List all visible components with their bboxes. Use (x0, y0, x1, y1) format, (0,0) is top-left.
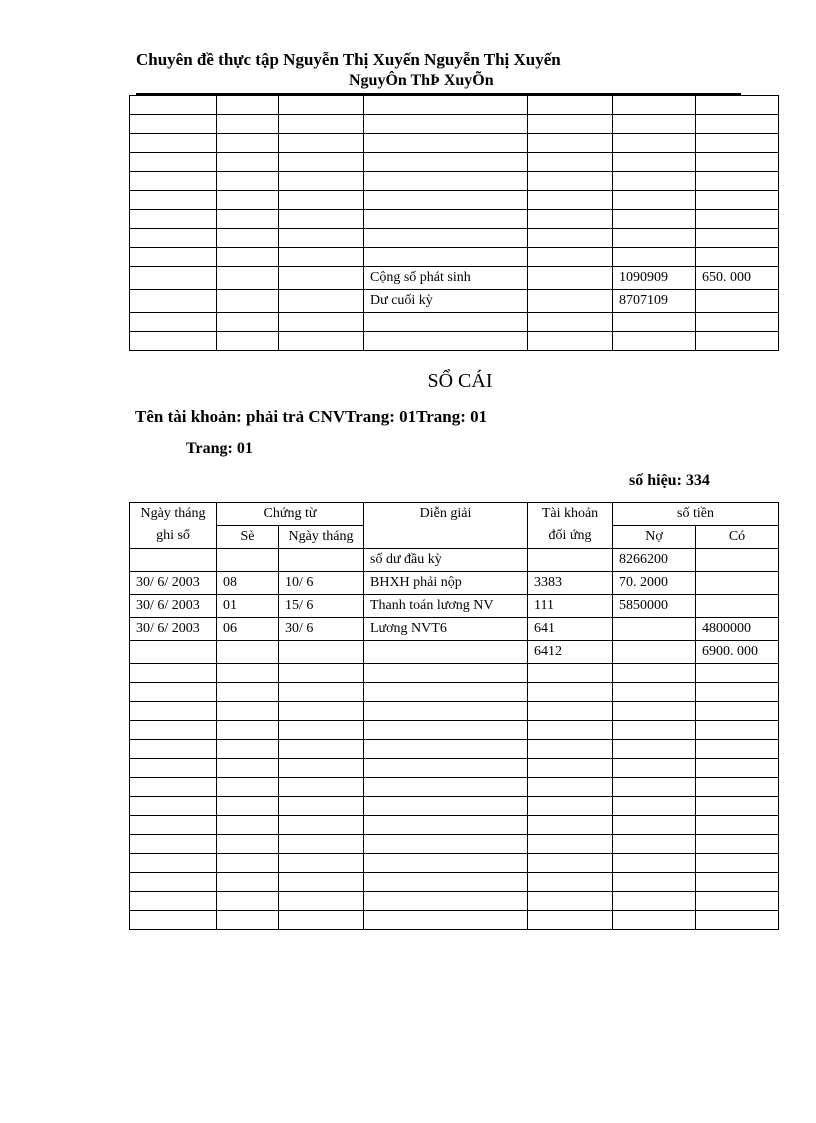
description: Thanh toán lương NV (364, 595, 528, 618)
entry-date (130, 641, 217, 664)
voucher-date: 30/ 6 (279, 618, 364, 641)
credit (696, 549, 779, 572)
debit: 5850000 (613, 595, 696, 618)
totals-row (130, 267, 779, 290)
empty-row (130, 854, 779, 873)
col-voucher-header: Chứng từ (217, 503, 364, 526)
description: BHXH phải nộp (364, 572, 528, 595)
empty-row (130, 797, 779, 816)
empty-row (130, 740, 779, 759)
debit (613, 618, 696, 641)
empty-row (130, 759, 779, 778)
ledger-row (130, 549, 779, 572)
credit (696, 572, 779, 595)
debit (613, 641, 696, 664)
empty-row (130, 153, 779, 172)
voucher-no: 08 (217, 572, 279, 595)
ledger-row (130, 572, 779, 595)
ending-debit: 8707109 (613, 290, 696, 313)
entry-date: 30/ 6/ 2003 (130, 572, 217, 595)
empty-row (130, 835, 779, 854)
contra-account: 641 (528, 618, 613, 641)
voucher-no: 06 (217, 618, 279, 641)
voucher-no (217, 549, 279, 572)
voucher-date: 10/ 6 (279, 572, 364, 595)
account-line: Tên tài khoản: phải trả CNVTrang: 01Trang: 01 (135, 407, 488, 426)
description (364, 641, 528, 664)
debit: 8266200 (613, 549, 696, 572)
empty-row (130, 229, 779, 248)
voucher-no: 01 (217, 595, 279, 618)
header-line-2: NguyÔn ThÞ XuyÕn (349, 72, 494, 89)
col-date-header: Ngày tháng ghi sổ (130, 503, 217, 549)
empty-row (130, 778, 779, 797)
contra-account: 6412 (528, 641, 613, 664)
header-line-1: Chuyên đề thực tập Nguyễn Thị Xuyến Nguyễn Thị Xuyến (136, 50, 561, 69)
col-voucher-date-header: Ngày tháng (279, 526, 364, 549)
col-contra-account-header: Tài khoản đối ứng (528, 503, 613, 549)
contra-account: 111 (528, 595, 613, 618)
empty-row (130, 702, 779, 721)
description: Lương NVT6 (364, 618, 528, 641)
contra-account (528, 549, 613, 572)
ending-label: Dư cuối kỳ (364, 290, 528, 313)
empty-row (130, 332, 779, 351)
totals-debit: 1090909 (613, 267, 696, 290)
empty-row (130, 210, 779, 229)
voucher-date: 15/ 6 (279, 595, 364, 618)
voucher-date (279, 549, 364, 572)
entry-date: 30/ 6/ 2003 (130, 595, 217, 618)
empty-row (130, 664, 779, 683)
empty-row (130, 134, 779, 153)
general-ledger-table (129, 502, 779, 930)
ledger-title: SỔ CÁI (427, 370, 493, 392)
col-amount-header: số tiền (613, 503, 779, 526)
empty-row (130, 172, 779, 191)
col-credit-header: Có (696, 526, 779, 549)
credit: 6900. 000 (696, 641, 779, 664)
account-code: số hiệu: 334 (629, 472, 710, 489)
empty-row (130, 911, 779, 930)
empty-row (130, 816, 779, 835)
contra-account: 3383 (528, 572, 613, 595)
col-debit-header: Nợ (613, 526, 696, 549)
empty-row (130, 683, 779, 702)
col-description-header: Diễn giải (364, 503, 528, 549)
empty-row (130, 96, 779, 115)
ledger-row (130, 641, 779, 664)
empty-row (130, 115, 779, 134)
debit: 70. 2000 (613, 572, 696, 595)
empty-row (130, 191, 779, 210)
empty-row (130, 873, 779, 892)
description: số dư đầu kỳ (364, 549, 528, 572)
voucher-date (279, 641, 364, 664)
header-row (130, 503, 779, 526)
totals-label: Cộng số phát sinh (364, 267, 528, 290)
ledger-row (130, 618, 779, 641)
empty-row (130, 892, 779, 911)
empty-row (130, 313, 779, 332)
ending-balance-row (130, 290, 779, 313)
empty-row (130, 721, 779, 740)
credit: 4800000 (696, 618, 779, 641)
totals-credit: 650. 000 (696, 267, 779, 290)
top-ledger-table (129, 95, 779, 351)
page-line: Trang: 01 (186, 440, 253, 457)
entry-date: 30/ 6/ 2003 (130, 618, 217, 641)
col-voucher-no-header: Sè (217, 526, 279, 549)
ledger-row (130, 595, 779, 618)
credit (696, 595, 779, 618)
empty-row (130, 248, 779, 267)
entry-date (130, 549, 217, 572)
voucher-no (217, 641, 279, 664)
